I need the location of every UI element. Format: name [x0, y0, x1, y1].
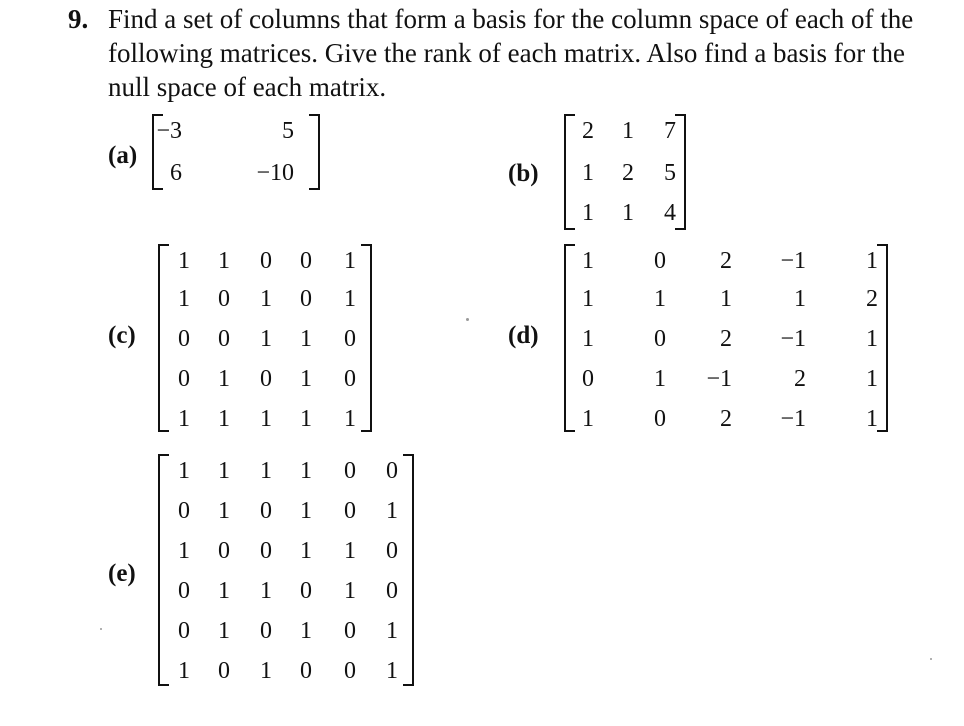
matrix-cell: 0: [344, 618, 356, 644]
matrix-cell: 0: [260, 366, 272, 392]
part-c-label: (c): [108, 322, 136, 349]
matrix-cell: −1: [706, 366, 732, 392]
matrix-cell: 1: [654, 286, 666, 312]
matrix-cell: 0: [344, 498, 356, 524]
matrix-cell: 0: [260, 538, 272, 564]
matrix-cell: 1: [582, 160, 594, 186]
matrix-cell: 0: [218, 286, 230, 312]
matrix-cell: 0: [178, 498, 190, 524]
matrix-cell: 1: [260, 458, 272, 484]
matrix-cell: 1: [260, 406, 272, 432]
matrix-cell: 0: [386, 538, 398, 564]
matrix-cell: 0: [654, 406, 666, 432]
matrix-cell: 0: [178, 618, 190, 644]
matrix-cell: 1: [386, 618, 398, 644]
matrix-cell: 1: [344, 286, 356, 312]
matrix-cell: 1: [178, 286, 190, 312]
matrix-cell: 1: [178, 248, 190, 274]
matrix-cell: 1: [218, 406, 230, 432]
matrix-cell: 1: [866, 406, 878, 432]
matrix-cell: 2: [866, 286, 878, 312]
matrix-a: [152, 114, 320, 190]
matrix-c: [158, 244, 372, 432]
matrix-cell: 0: [344, 658, 356, 684]
matrix-cell: −10: [256, 160, 294, 186]
matrix-cell: 1: [622, 200, 634, 226]
matrix-cell: 0: [386, 578, 398, 604]
matrix-cell: −3: [156, 118, 182, 144]
matrix-cell: 1: [218, 366, 230, 392]
matrix-cell: 0: [218, 658, 230, 684]
matrix-cell: 1: [582, 286, 594, 312]
matrix-cell: 1: [582, 326, 594, 352]
matrix-cell: 1: [654, 366, 666, 392]
matrix-cell: 0: [218, 538, 230, 564]
matrix-cell: 1: [300, 366, 312, 392]
matrix-cell: 1: [582, 200, 594, 226]
matrix-cell: 0: [582, 366, 594, 392]
matrix-cell: 1: [582, 406, 594, 432]
matrix-cell: 1: [386, 658, 398, 684]
matrix-cell: 1: [178, 538, 190, 564]
matrix-cell: 1: [794, 286, 806, 312]
matrix-cell: −1: [780, 326, 806, 352]
matrix-cell: 0: [178, 326, 190, 352]
matrix-cell: 0: [344, 458, 356, 484]
matrix-cell: 5: [282, 118, 294, 144]
matrix-cell: 1: [178, 406, 190, 432]
matrix-cell: 4: [664, 200, 676, 226]
matrix-cell: 1: [300, 498, 312, 524]
matrix-cell: 1: [300, 458, 312, 484]
scan-speck: [100, 628, 102, 630]
matrix-cell: 0: [300, 286, 312, 312]
matrix-cell: 1: [622, 118, 634, 144]
matrix-cell: 1: [260, 578, 272, 604]
matrix-cell: 1: [386, 498, 398, 524]
matrix-cell: 6: [170, 160, 182, 186]
matrix-cell: 0: [260, 248, 272, 274]
matrix-cell: 0: [300, 658, 312, 684]
matrix-cell: −1: [780, 406, 806, 432]
matrix-cell: 1: [260, 658, 272, 684]
matrix-cell: 2: [720, 326, 732, 352]
matrix-cell: 1: [344, 578, 356, 604]
matrix-cell: 1: [866, 326, 878, 352]
part-b-label: (b): [508, 160, 539, 187]
matrix-cell: 1: [866, 366, 878, 392]
matrix-cell: 2: [720, 406, 732, 432]
matrix-cell: 1: [260, 326, 272, 352]
matrix-cell: 1: [300, 406, 312, 432]
problem-number: 9.: [68, 4, 89, 34]
matrix-cell: 2: [622, 160, 634, 186]
matrix-cell: 5: [664, 160, 676, 186]
matrix-cell: 1: [178, 458, 190, 484]
matrix-cell: 1: [218, 618, 230, 644]
matrix-cell: 0: [344, 366, 356, 392]
matrix-cell: 0: [300, 578, 312, 604]
matrix-cell: 1: [218, 498, 230, 524]
matrix-cell: 2: [794, 366, 806, 392]
matrix-cell: 0: [386, 458, 398, 484]
matrix-d: [564, 244, 888, 432]
matrix-cell: 0: [260, 618, 272, 644]
matrix-cell: 0: [178, 578, 190, 604]
matrix-cell: 2: [720, 248, 732, 274]
matrix-cell: 1: [344, 538, 356, 564]
matrix-cell: 1: [720, 286, 732, 312]
matrix-cell: 1: [218, 458, 230, 484]
matrix-cell: 0: [344, 326, 356, 352]
problem-text: Find a set of columns that form a basis for the column space of each of the following matrices. Give the rank of each matrix. Also find a basis for the null space of each matrix.: [108, 4, 914, 102]
part-a-label: (a): [108, 142, 138, 169]
matrix-cell: 0: [654, 326, 666, 352]
part-e-label: (e): [108, 560, 136, 587]
matrix-cell: 1: [300, 326, 312, 352]
matrix-cell: 0: [260, 498, 272, 524]
matrix-cell: 1: [218, 248, 230, 274]
matrix-cell: 1: [218, 578, 230, 604]
matrix-cell: 7: [664, 118, 676, 144]
matrix-cell: 0: [178, 366, 190, 392]
matrix-cell: 1: [178, 658, 190, 684]
matrix-cell: 1: [866, 248, 878, 274]
matrix-cell: 0: [218, 326, 230, 352]
matrix-cell: 1: [344, 406, 356, 432]
matrix-cell: 0: [654, 248, 666, 274]
part-d-label: (d): [508, 322, 539, 349]
matrix-cell: 1: [260, 286, 272, 312]
matrix-cell: 1: [344, 248, 356, 274]
matrix-cell: 1: [300, 538, 312, 564]
matrix-b: [564, 114, 686, 230]
matrix-cell: −1: [780, 248, 806, 274]
scan-speck: [930, 658, 932, 660]
matrix-cell: 1: [582, 248, 594, 274]
scan-speck: [466, 318, 469, 321]
matrix-cell: 0: [300, 248, 312, 274]
matrix-cell: 1: [300, 618, 312, 644]
problem-statement: [68, 2, 948, 104]
matrix-cell: 2: [582, 118, 594, 144]
matrix-e: [158, 454, 414, 686]
